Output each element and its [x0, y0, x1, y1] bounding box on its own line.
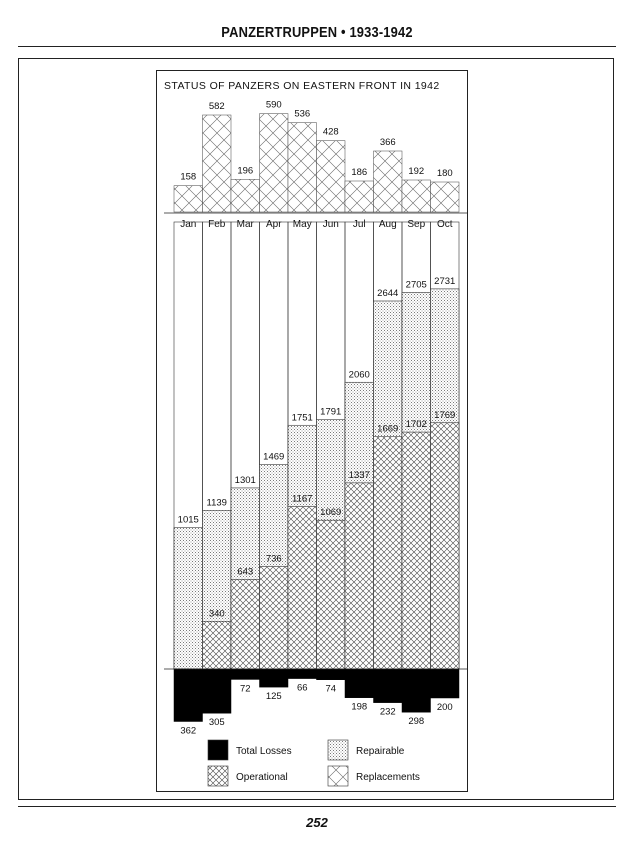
total-losses-label-oct: 200 [436, 702, 453, 713]
replacements-bar-jun [317, 141, 346, 212]
operational-bar-mar [231, 580, 260, 669]
month-label-aug: Aug [378, 219, 397, 230]
operational-bar-jun [317, 520, 346, 669]
month-label-apr: Apr [265, 219, 282, 230]
total-losses-label-mar: 72 [239, 683, 251, 695]
operational-label-mar: 643 [237, 566, 254, 578]
repairable-label-jul: 2060 [348, 369, 370, 381]
total-losses-bar-mar [231, 669, 260, 679]
replacements-bar-may [288, 123, 317, 212]
legend-swatch-total-losses [208, 740, 228, 760]
total-losses-label-may: 66 [296, 682, 308, 694]
operational-label-oct: 1769 [434, 409, 456, 421]
replacements-bar-jan [174, 186, 203, 212]
replacements-label-may: 536 [294, 108, 311, 120]
page-header: PANZERTRUPPEN • 1933-1942 [221, 24, 413, 41]
month-label-mar: Mar [236, 219, 254, 230]
total-losses-label-sep: 298 [408, 716, 425, 728]
replacements-bar-feb [203, 115, 232, 212]
operational-bar-apr [260, 567, 289, 669]
replacements-bar-jul [345, 181, 374, 212]
replacements-label-jul: 186 [351, 167, 368, 178]
total-losses-bar-jun [317, 669, 346, 680]
total-losses-bar-sep [402, 669, 431, 712]
month-label-sep: Sep [407, 219, 426, 230]
total-losses-label-apr: 125 [265, 691, 282, 703]
repairable-label-jan: 1015 [177, 514, 199, 526]
operational-bar-sep [402, 432, 431, 669]
legend-label-operational: Operational [236, 772, 288, 783]
total-losses-label-aug: 232 [379, 706, 396, 718]
replacements-label-jun: 428 [322, 126, 339, 138]
total-losses-label-jan: 362 [180, 725, 197, 737]
replacements-label-aug: 366 [379, 137, 396, 148]
repairable-label-mar: 1301 [234, 474, 256, 486]
legend-label-replacements: Replacements [356, 772, 420, 783]
month-label-jul: Jul [352, 219, 366, 230]
repairable-label-feb: 1139 [206, 497, 227, 509]
repairable-label-aug: 2644 [377, 287, 399, 299]
total-losses-label-jul: 198 [351, 701, 368, 713]
operational-bar-feb [203, 622, 232, 669]
month-label-feb: Feb [208, 219, 226, 230]
operational-label-feb: 340 [208, 608, 225, 620]
repairable-label-may: 1751 [291, 412, 313, 424]
operational-bar-may [288, 507, 317, 669]
replacements-bar-oct [431, 182, 460, 212]
replacements-label-jan: 158 [180, 171, 197, 183]
operational-bar-oct [431, 423, 460, 669]
page-number: 252 [306, 815, 328, 830]
operational-label-jul: 1337 [348, 469, 370, 481]
chart-title: STATUS OF PANZERS ON EASTERN FRONT IN 1942 [164, 80, 440, 92]
operational-bar-jul [345, 483, 374, 669]
total-losses-bar-apr [260, 669, 289, 687]
repairable-label-apr: 1469 [263, 451, 285, 463]
total-losses-bar-feb [203, 669, 232, 713]
total-losses-bar-jul [345, 669, 374, 698]
replacements-bar-sep [402, 180, 431, 212]
footer-rule [18, 806, 616, 807]
replacements-bar-mar [231, 179, 260, 212]
replacements-label-mar: 196 [237, 165, 254, 177]
operational-bar-aug [374, 437, 403, 669]
replacements-label-sep: 192 [408, 166, 425, 177]
total-losses-bar-jan [174, 669, 203, 721]
total-losses-bar-aug [374, 669, 403, 703]
legend-label-repairable: Repairable [356, 746, 405, 757]
repairable-label-oct: 2731 [434, 275, 456, 287]
month-label-oct: Oct [436, 219, 453, 230]
repairable-bar-jan [174, 528, 203, 669]
replacements-label-oct: 180 [436, 168, 453, 179]
operational-label-jun: 1069 [320, 507, 342, 519]
replacements-label-apr: 590 [265, 99, 282, 111]
operational-label-sep: 1702 [405, 419, 427, 431]
operational-label-aug: 1669 [377, 423, 399, 435]
total-losses-bar-may [288, 669, 317, 679]
total-losses-label-feb: 305 [208, 717, 225, 729]
replacements-bar-apr [260, 114, 289, 212]
replacements-label-feb: 582 [208, 101, 225, 112]
repairable-label-sep: 2705 [405, 279, 427, 291]
legend-swatch-repairable [328, 740, 348, 760]
month-label-jun: Jun [322, 219, 339, 230]
repairable-label-jun: 1791 [320, 406, 342, 418]
legend-swatch-operational [208, 766, 228, 786]
total-losses-label-jun: 74 [325, 683, 337, 695]
month-label-jan: Jan [180, 219, 197, 230]
total-losses-bar-oct [431, 669, 460, 698]
replacements-bar-aug [374, 151, 403, 212]
operational-label-apr: 736 [265, 553, 282, 565]
legend-swatch-replacements [328, 766, 348, 786]
operational-label-may: 1167 [292, 493, 313, 505]
legend-label-total-losses: Total Losses [236, 746, 292, 757]
month-label-may: May [292, 219, 312, 230]
